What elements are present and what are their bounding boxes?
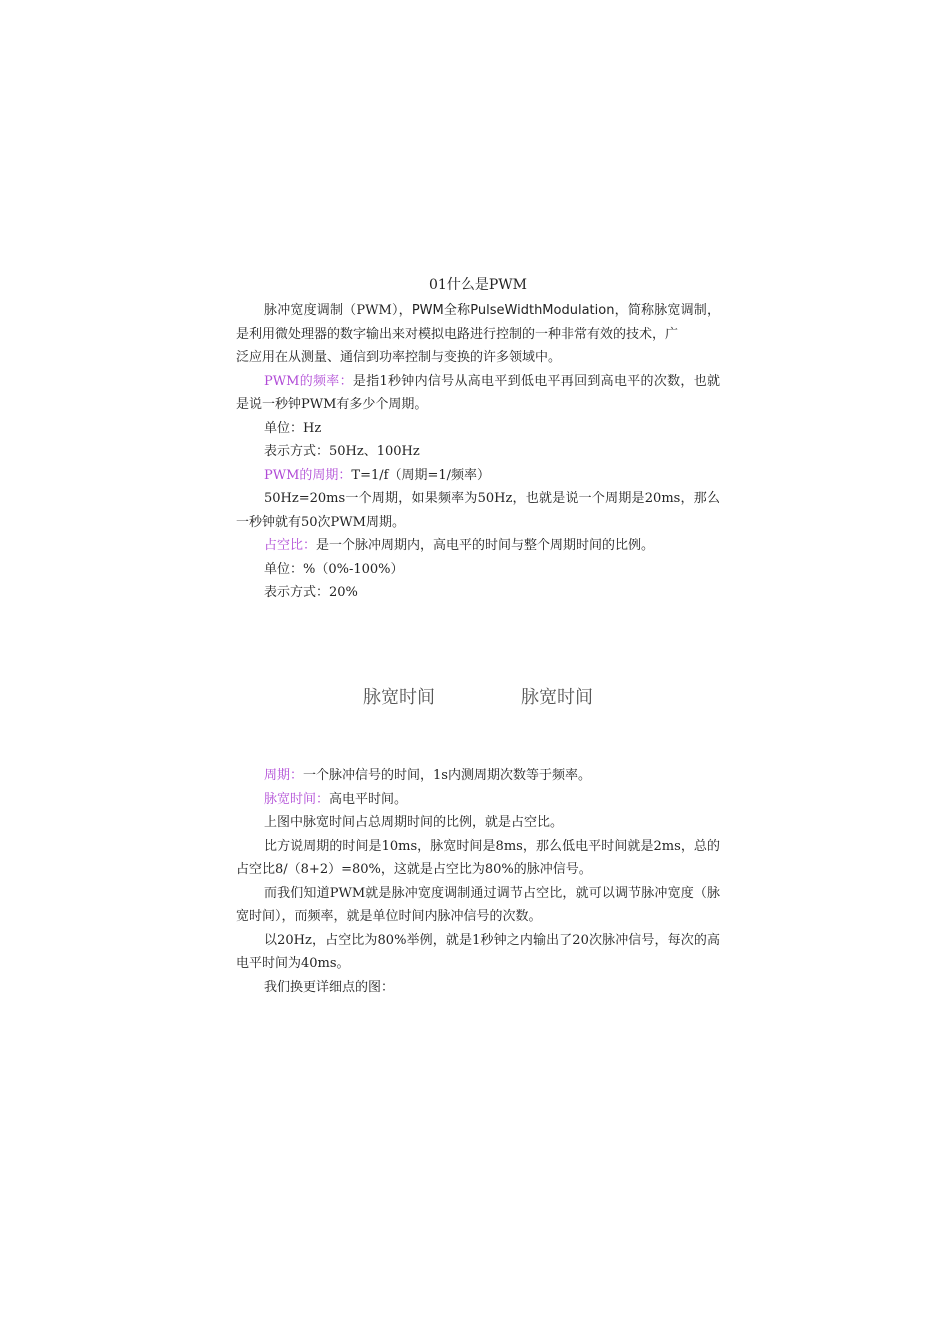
period-text: T=1/f（周期=1/频率） [351,467,490,483]
paragraph-duty-explained: 上图中脉宽时间占总周期时间的比例，就是占空比。 [264,815,564,830]
intro-part-b: PWM全称PulseWidthModulation， [411,303,628,318]
paragraph-unit-percent: 单位：%（0%-100%） [264,561,404,577]
paragraph-example-20hz: 以20Hz，占空比为80%举例，就是1秒钟之内输出了20次脉冲信号，每次的高电平时间为40ms。 [236,932,720,971]
duty-label: 占空比： [264,538,317,553]
paragraph-example-50hz: 50Hz=20ms一个周期，如果频率为50Hz，也就是说一个周期是20ms，那么一秒钟就有50次PWM周期。 [236,491,720,530]
paragraph-duty [236,534,720,558]
paragraph-intro-cont: 泛应用在从测量、通信到功率控制与变换的许多领域中。 [236,350,562,365]
paragraph-repr-percent: 表示方式：20% [264,585,358,600]
paragraph-pulse-width [236,788,720,812]
section-explanation [236,764,720,999]
pulse-width-text: 高电平时间。 [329,791,408,807]
duty-text: 是一个脉冲周期内，高电平的时间与整个周期时间的比例。 [316,538,655,553]
cycle-label: 周期： [264,768,304,783]
paragraph-unit-hz: 单位：Hz [264,420,322,436]
paragraph-intro [236,299,720,346]
paragraph-pwm-adjust: 而我们知道PWM就是脉冲宽度调制通过调节占空比，就可以调节脉冲宽度（脉宽时间），而频率，就是单位时间内脉冲信号的次数。 [236,885,720,924]
paragraph-detailed-figure: 我们换更详细点的图： [264,979,395,995]
intro-part-c: 简称脉宽调制，是利用微处理器的数字输出来对模拟电路进行控制的一种非常有效的技术，广 [236,303,720,342]
paragraph-period [236,464,720,488]
frequency-text: 是指1秒钟内信号从高电平到低电平再回到高电平的次数，也就是说一秒钟PWM有多少个周期。 [236,373,720,412]
diagram-label-left: 脉宽时间 [363,687,435,708]
paragraph-frequency [236,370,720,417]
paragraph-example-10ms: 比方说周期的时间是10ms，脉宽时间是8ms，那么低电平时间就是2ms，总的占空比8/（8+2）=80%，这就是占空比为80%的脉冲信号。 [236,838,720,877]
paragraph-cycle [236,764,720,788]
page-title: 01什么是PWM [429,277,527,293]
pulse-width-label: 脉宽时间： [264,791,330,807]
frequency-label: PWM的频率： [264,373,353,389]
paragraph-repr-hz: 表示方式：50Hz、100Hz [264,444,420,459]
diagram-label-right: 脉宽时间 [521,687,593,708]
period-label: PWM的周期： [264,467,352,483]
cycle-text: 一个脉冲信号的时间，1s内测周期次数等于频率。 [303,768,591,783]
intro-part-a: 脉冲宽度调制（PWM）， [264,303,412,318]
section-intro [236,299,720,605]
